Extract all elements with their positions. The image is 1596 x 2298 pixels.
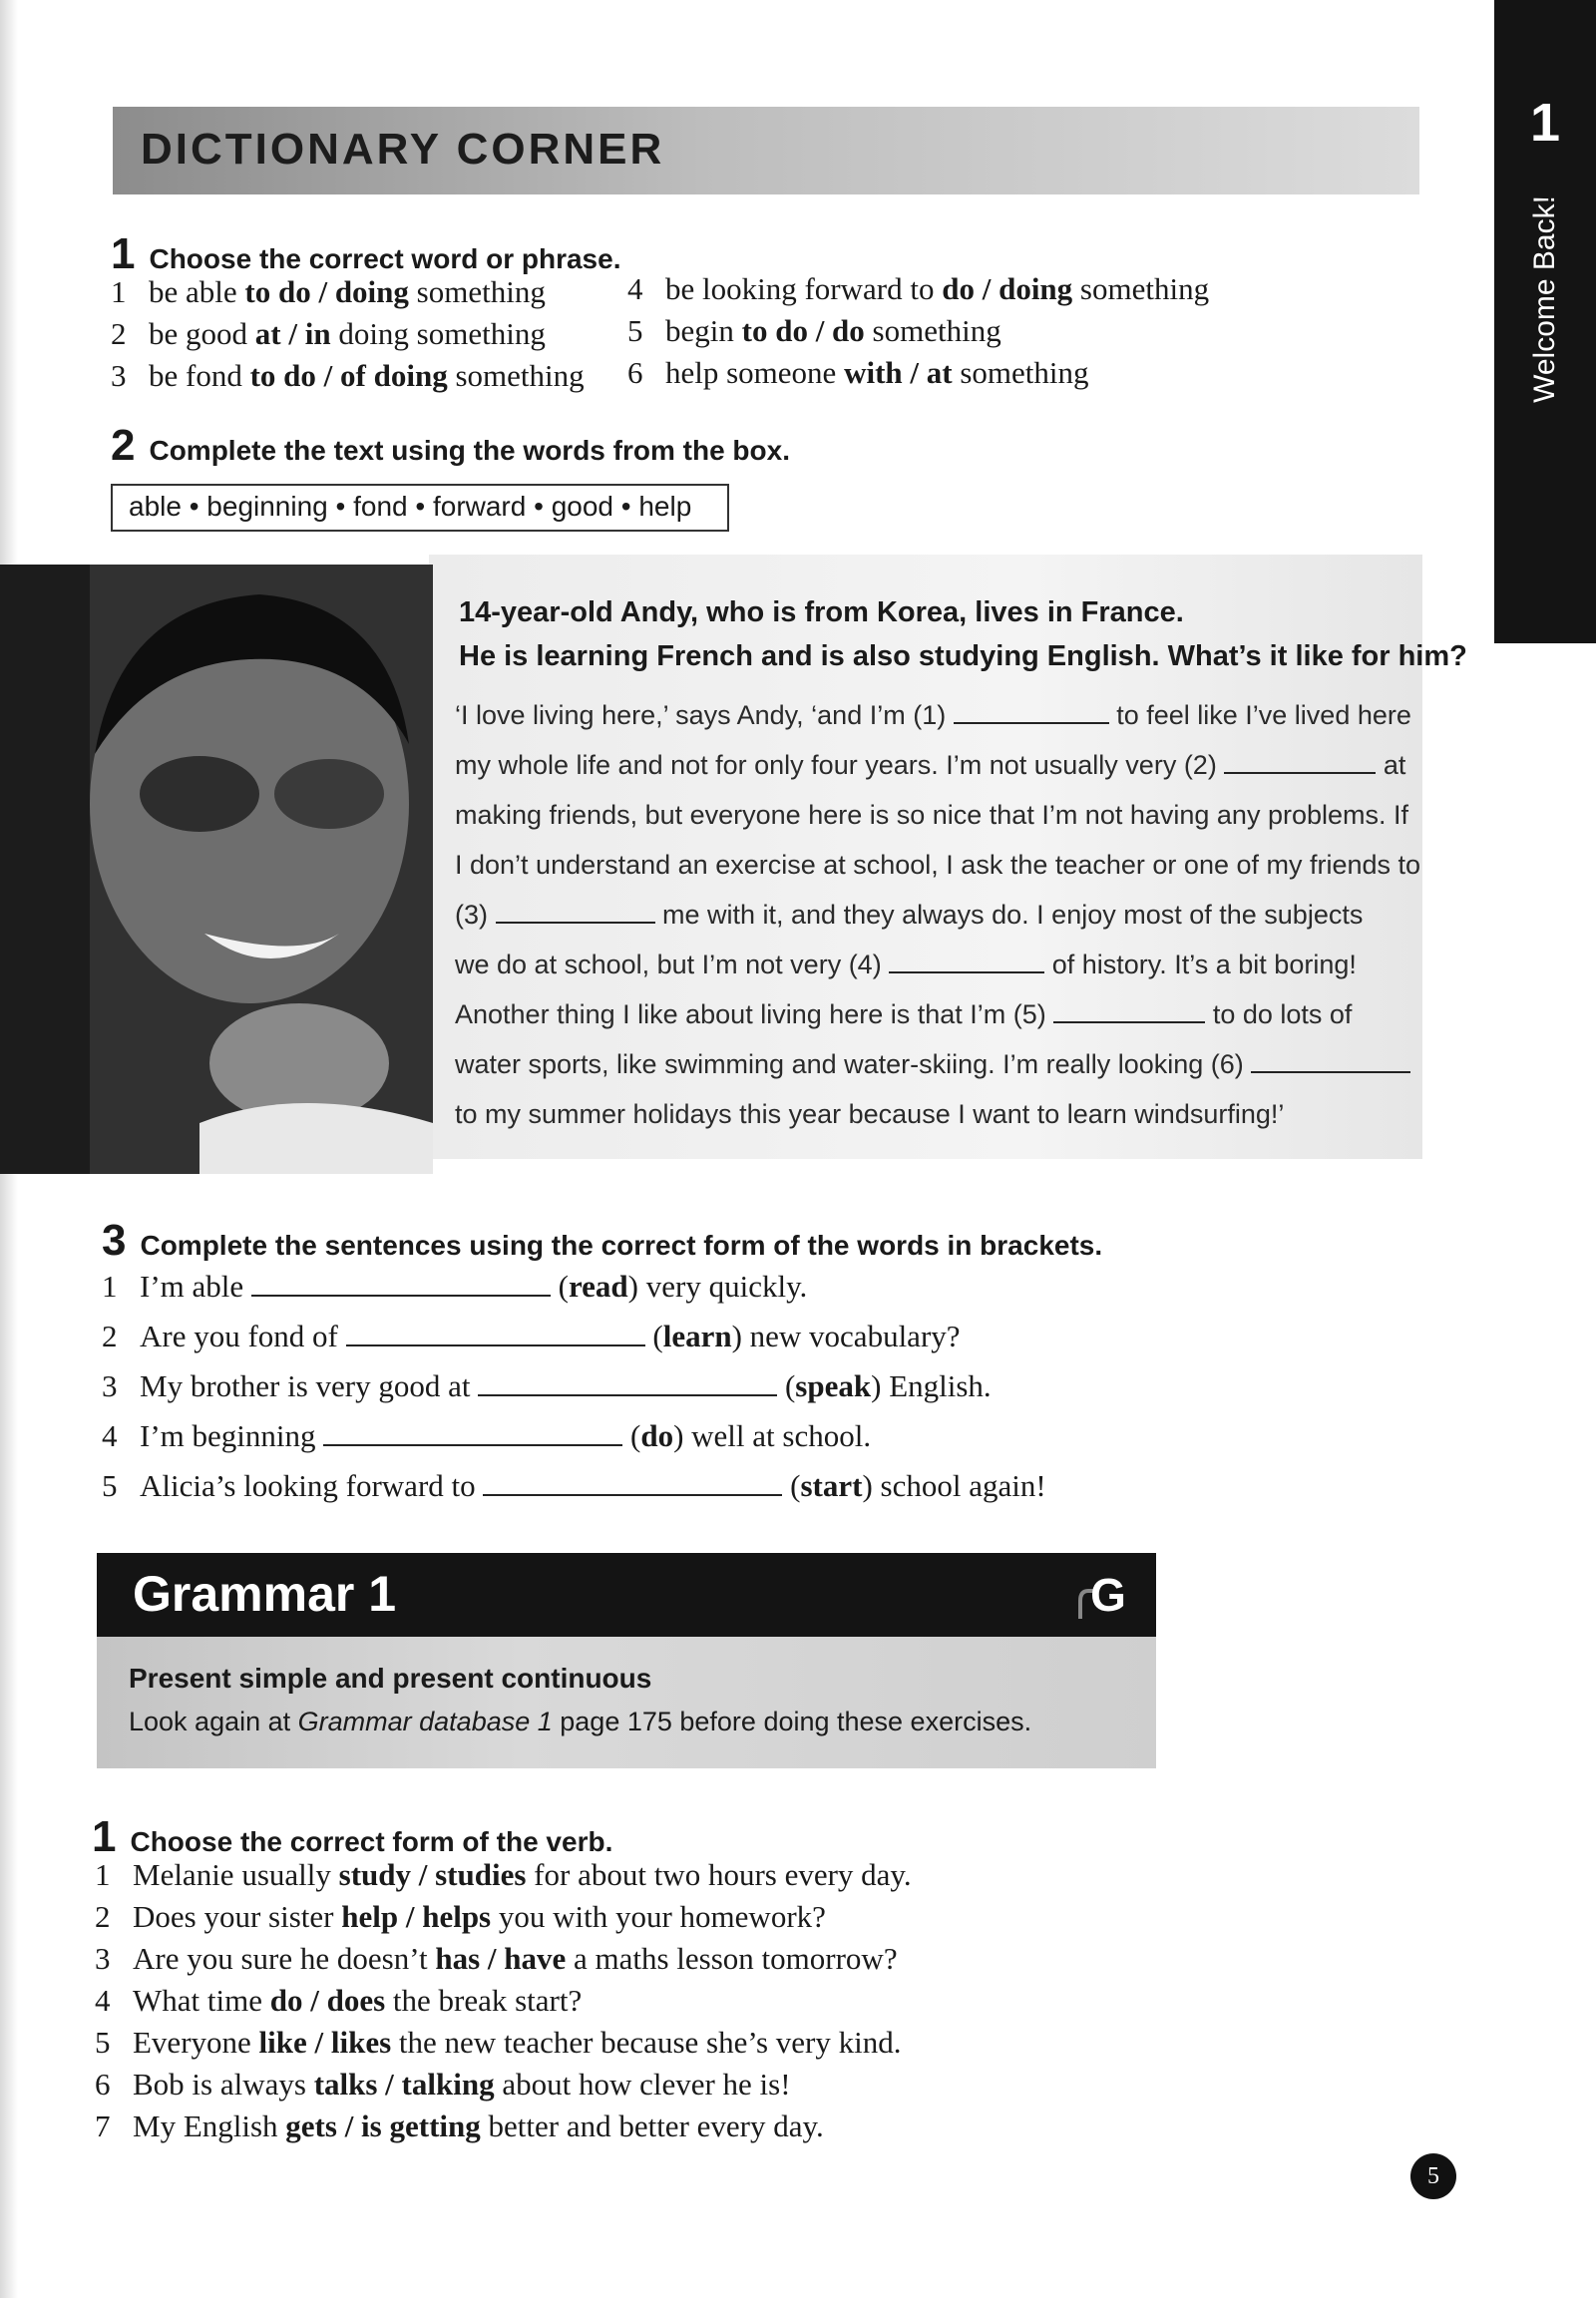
list-item: 3 My brother is very good at (speak) English. [102,1368,992,1403]
grammar-header [97,1553,1156,1637]
item-text: new vocabulary? [741,1319,961,1353]
item-number: 6 [95,2067,111,2102]
exercise-3-heading [102,1216,1103,1265]
note-text: page 175 before doing these exercises. [552,1707,1032,1736]
reading-line [455,850,1420,881]
item-number: 3 [102,1368,118,1403]
item-text: My English [133,2108,286,2143]
item-text: I’m able [140,1269,251,1304]
item-text: begin [665,313,742,348]
item-text: doing something [330,316,546,351]
bracket-word: learn [662,1319,732,1353]
exercise-instruction: Complete the text using the words from the box. [149,435,790,466]
reading-text: my whole life and not for only four years. I’m not usually very (2) [455,750,1225,780]
item-number: 2 [111,316,127,351]
item-number: 4 [627,271,643,306]
reading-text: I don’t understand an exercise at school, I ask the teacher or one of my friends to [455,850,1421,880]
answer-blank[interactable] [478,1370,777,1396]
item-text: something [447,358,585,393]
list-item [627,355,1089,391]
item-text: English. [881,1368,992,1403]
item-text: something [864,313,1001,348]
reading-text: to my summer holidays this year because I want to learn windsurfing!’ [455,1099,1285,1129]
item-text: school again! [872,1468,1046,1503]
reading-text: me with it, and they always do. I enjoy most of the subjects [654,900,1364,930]
grammar-g-icon [1072,1561,1138,1627]
list-item [111,358,585,394]
item-text: about how clever he is! [494,2067,791,2102]
grammar-exercise-1-heading [92,1812,613,1861]
item-text: I’m beginning [140,1418,324,1453]
item-text: something [408,274,546,309]
item-options: like / likes [258,2025,392,2060]
exercise-instruction: Choose the correct form of the verb. [130,1826,613,1857]
item-number: 6 [627,355,643,390]
exercise-instruction: Choose the correct word or phrase. [149,243,621,274]
reading-text: of history. It’s a bit boring! [1044,950,1357,979]
item-text: for about two hours every day. [526,1857,912,1892]
exercise-instruction: Complete the sentences using the correct form of the words in brackets. [140,1230,1103,1261]
item-options: do / doing [942,271,1073,306]
grammar-reference: Grammar database 1 [297,1707,553,1736]
reading-text: to feel like I’ve lived here [1108,700,1411,730]
reading-line [455,700,1411,731]
item-options: to do / of doing [249,358,448,393]
item-options: study / studies [338,1857,527,1892]
item-number: 1 [95,1857,111,1892]
item-text: the new teacher because she’s very kind. [391,2025,902,2060]
exercise-1-heading [111,229,621,278]
item-text: Alicia’s looking forward to [140,1468,484,1503]
list-item [627,313,1001,349]
list-item [111,274,546,310]
item-number: 1 [111,274,127,309]
list-item: 2 Are you fond of (learn) new vocabulary? [102,1319,961,1353]
item-number: 4 [95,1983,111,2018]
list-item: 5 Alicia’s looking forward to (start) school again! [102,1468,1046,1503]
grammar-subtitle: Present simple and present continuous [129,1663,652,1694]
item-text: My brother is very good at [140,1368,479,1403]
answer-blank[interactable] [954,700,1109,724]
item-options: to do / do [741,313,865,348]
list-item [95,1983,582,2019]
grammar-note [129,1707,1031,1737]
reading-text: we do at school, but I’m not very (4) [455,950,890,979]
reading-text: to do lots of [1205,999,1353,1029]
unit-number: 1 [1529,93,1561,153]
grammar-logo-letter: G [1090,1569,1126,1621]
answer-blank[interactable] [251,1271,551,1297]
list-item [95,2067,791,2103]
reading-intro-line-1: 14-year-old Andy, who is from Korea, lives in France. [459,596,1184,628]
item-number: 5 [627,313,643,348]
item-text: you with your homework? [491,1899,826,1934]
item-number: 3 [95,1941,111,1976]
reading-line [455,1099,1284,1130]
grammar-subheader [97,1637,1156,1768]
exercise-number: 2 [111,421,136,470]
bracket-word: do [640,1418,674,1453]
reading-text: water sports, like swimming and water-skiing. I’m really looking (6) [455,1049,1252,1079]
reading-line [455,900,1363,931]
word-box: able • beginning • fond • forward • good • help [111,484,729,532]
reading-text: (3) [455,900,496,930]
item-options: with / at [844,355,953,390]
item-text: Does your sister [133,1899,342,1934]
item-text: better and better every day. [480,2108,824,2143]
item-text: Are you fond of [140,1319,346,1353]
item-text: Melanie usually [133,1857,339,1892]
item-text: something [1072,271,1210,306]
answer-blank[interactable] [1251,1049,1410,1073]
unit-side-tab [1494,0,1596,643]
item-options: gets / is getting [285,2108,481,2143]
andy-photo [0,565,433,1174]
reading-text: ‘I love living here,’ says Andy, ‘and I’m (1) [455,700,954,730]
item-number: 1 [102,1269,118,1304]
item-text: the break start? [385,1983,583,2018]
item-text: Bob is always [133,2067,314,2102]
item-number: 3 [111,358,127,393]
reading-line [455,750,1405,781]
reading-intro-line-2: He is learning French and is also studying English. What’s it like for him? [459,640,1467,672]
answer-blank[interactable] [346,1321,645,1346]
portrait-image [0,565,433,1174]
item-options: talks / talking [313,2067,495,2102]
item-text: be fond [149,358,250,393]
list-item [95,1899,826,1935]
reading-text: making friends, but everyone here is so nice that I’m not having any problems. If [455,800,1408,830]
answer-blank[interactable] [1224,750,1376,774]
list-item [95,2108,824,2144]
item-number: 4 [102,1418,118,1453]
item-options: do / does [269,1983,386,2018]
bracket-word: speak [795,1368,872,1403]
answer-blank[interactable] [496,900,655,924]
list-item: 1 I’m able (read) very quickly. [102,1269,808,1304]
item-text: be looking forward to [665,271,943,306]
bracket-word: start [800,1468,863,1503]
item-text: a maths lesson tomorrow? [566,1941,898,1976]
item-options: has / have [435,1941,567,1976]
page-number: 5 [1410,2153,1456,2199]
answer-blank[interactable] [889,950,1044,973]
item-number: 5 [95,2025,111,2060]
item-options: help / helps [341,1899,492,1934]
item-text: very quickly. [638,1269,808,1304]
reading-line [455,1049,1410,1080]
item-number: 2 [102,1319,118,1353]
unit-title: Welcome Back! [1528,195,1561,403]
item-number: 2 [95,1899,111,1934]
exercise-number: 1 [111,229,136,278]
exercise-number: 3 [102,1216,127,1265]
item-options: at / in [254,316,331,351]
item-text: Are you sure he doesn’t [133,1941,436,1976]
reading-text: Another thing I like about living here is that I’m (5) [455,999,1054,1029]
item-text: Everyone [133,2025,259,2060]
answer-blank[interactable] [1053,999,1205,1023]
bracket-word: read [568,1269,628,1304]
reading-text: at [1376,750,1406,780]
item-text: be able [149,274,245,309]
dictionary-corner-title: DICTIONARY CORNER [141,125,665,174]
item-number: 5 [102,1468,118,1503]
list-item [95,1941,898,1977]
list-item [95,1857,912,1893]
reading-line [455,800,1408,831]
list-item [627,271,1209,307]
answer-blank[interactable] [483,1470,782,1496]
item-text: something [952,355,1089,390]
list-item [95,2025,901,2061]
item-options: to do / doing [244,274,409,309]
item-text: What time [133,1983,270,2018]
reading-line [455,999,1352,1030]
note-text: Look again at [129,1707,298,1736]
dictionary-corner-header [113,107,1419,194]
item-text: help someone [665,355,845,390]
reading-line [455,950,1357,980]
answer-blank[interactable] [323,1420,622,1446]
item-number: 7 [95,2108,111,2143]
exercise-number: 1 [92,1812,117,1861]
list-item: 4 I’m beginning (do) well at school. [102,1418,872,1453]
item-text: be good [149,316,255,351]
list-item [111,316,546,352]
grammar-title: Grammar 1 [133,1566,397,1622]
exercise-2-heading [111,421,790,470]
item-text: well at school. [683,1418,872,1453]
